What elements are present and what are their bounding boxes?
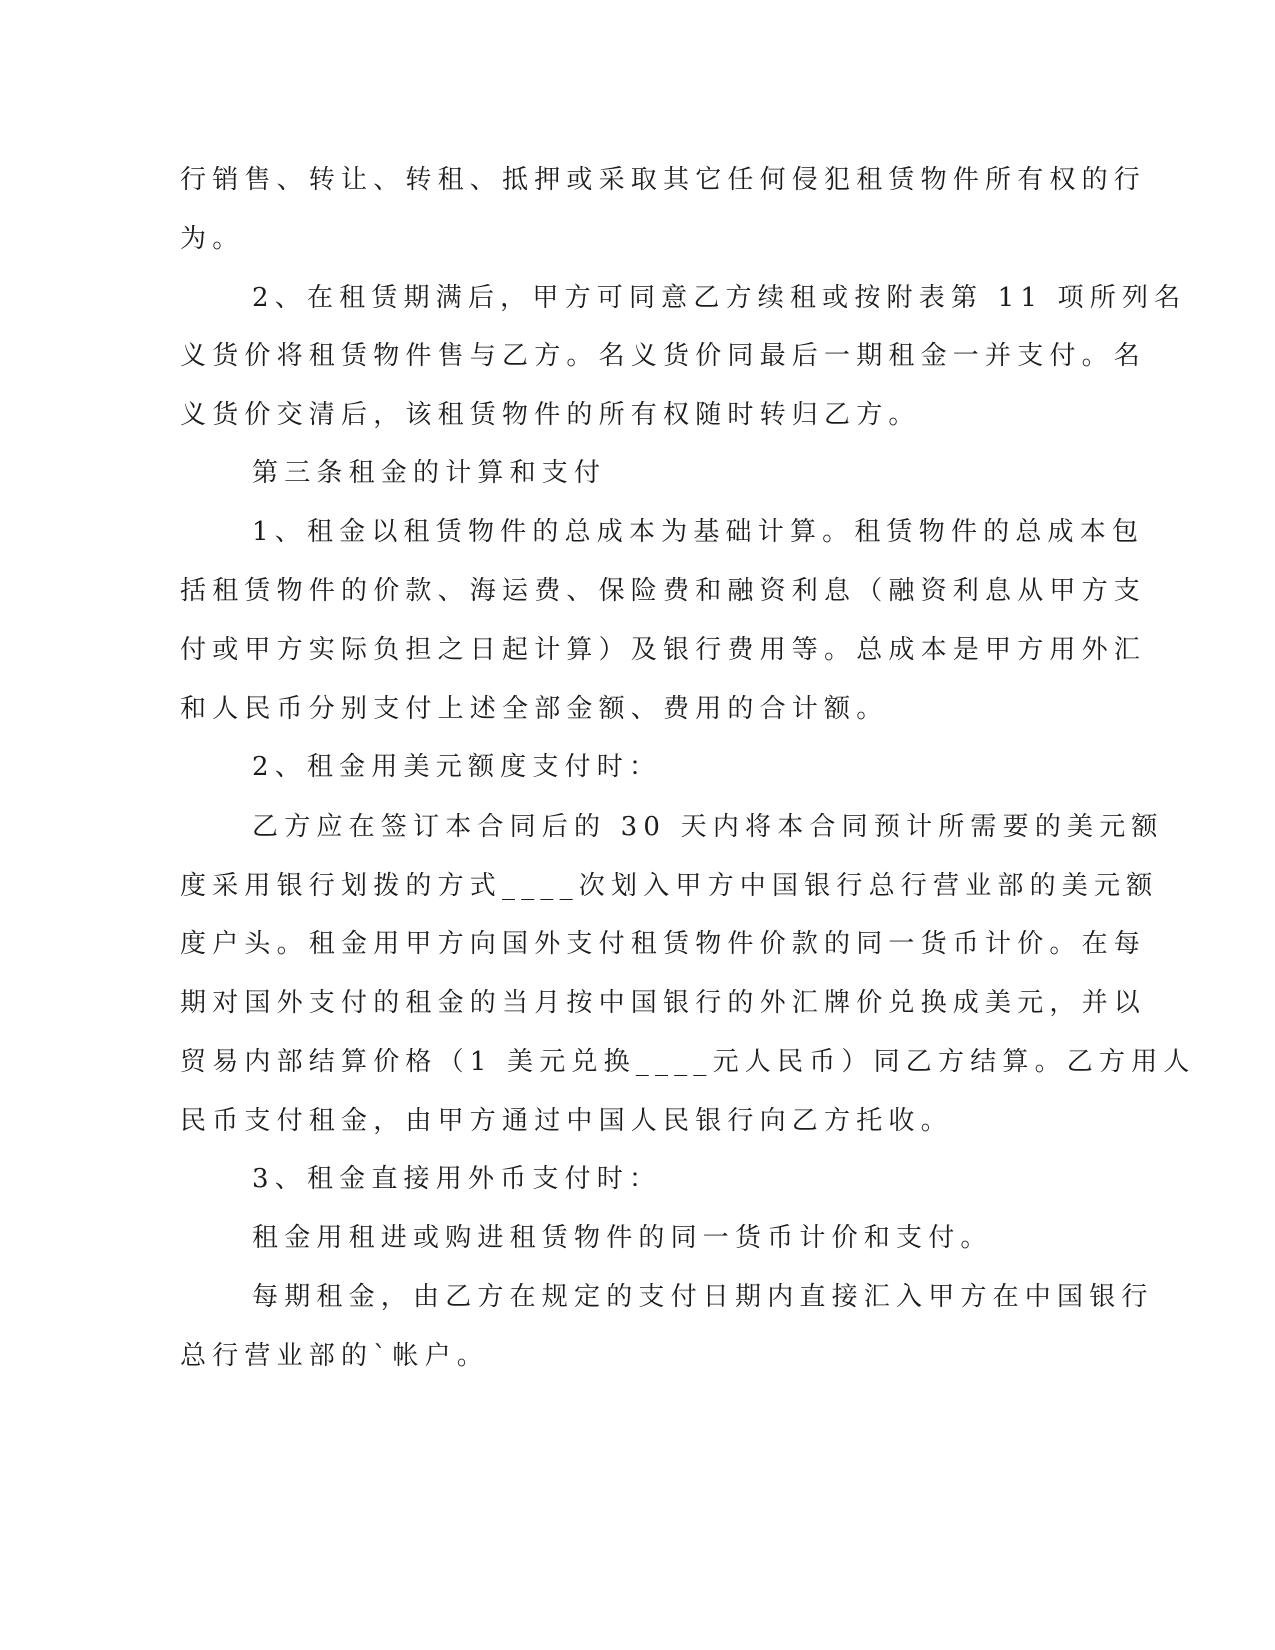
text-line-15: 期对国外支付的租金的当月按中国银行的外汇牌价兑换成美元，并以: [180, 988, 1147, 1018]
text-line-9: 付或甲方实际负担之日起计算）及银行费用等。总成本是甲方用外汇: [180, 635, 1147, 665]
text-line-16: 贸易内部结算价格（1 美元兑换____元人民币）同乙方结算。乙方用人: [180, 1047, 1196, 1077]
text-line-5: 义货价交清后，该租赁物件的所有权随时转归乙方。: [180, 400, 921, 430]
text-line-20: 每期租金，由乙方在规定的支付日期内直接汇入甲方在中国银行: [252, 1282, 1154, 1312]
text-line-17: 民币支付租金，由甲方通过中国人民银行向乙方托收。: [180, 1106, 953, 1136]
text-line-8: 括租赁物件的价款、海运费、保险费和融资利息（融资利息从甲方支: [180, 576, 1147, 606]
text-line-2: 为。: [180, 224, 245, 254]
text-line-10: 和人民币分别支付上述全部金额、费用的合计额。: [180, 694, 889, 724]
text-line-13: 度采用银行划拨的方式____次划入甲方中国银行总行营业部的美元额: [180, 871, 1159, 901]
text-line-18: 3、租金直接用外币支付时：: [252, 1164, 662, 1194]
section-heading: 第三条租金的计算和支付: [252, 458, 607, 488]
text-line-3: 2、在租赁期满后，甲方可同意乙方续租或按附表第 11 项所列名: [252, 283, 1187, 313]
text-line-7: 1、租金以租赁物件的总成本为基础计算。租赁物件的总成本包: [252, 517, 1145, 547]
text-line-4: 义货价将租赁物件售与乙方。名义货价同最后一期租金一并支付。名: [180, 341, 1147, 371]
text-line-19: 租金用租进或购进租赁物件的同一货币计价和支付。: [252, 1223, 993, 1253]
text-line-1: 行销售、转让、转租、抵押或采取其它任何侵犯租赁物件所有权的行: [180, 165, 1147, 195]
text-line-21: 总行营业部的`帐户。: [180, 1341, 490, 1371]
text-line-14: 度户头。租金用甲方向国外支付租赁物件价款的同一货币计价。在每: [180, 929, 1147, 959]
text-line-11: 2、租金用美元额度支付时：: [252, 752, 662, 782]
text-line-12: 乙方应在签订本合同后的 30 天内将本合同预计所需要的美元额: [252, 812, 1164, 842]
